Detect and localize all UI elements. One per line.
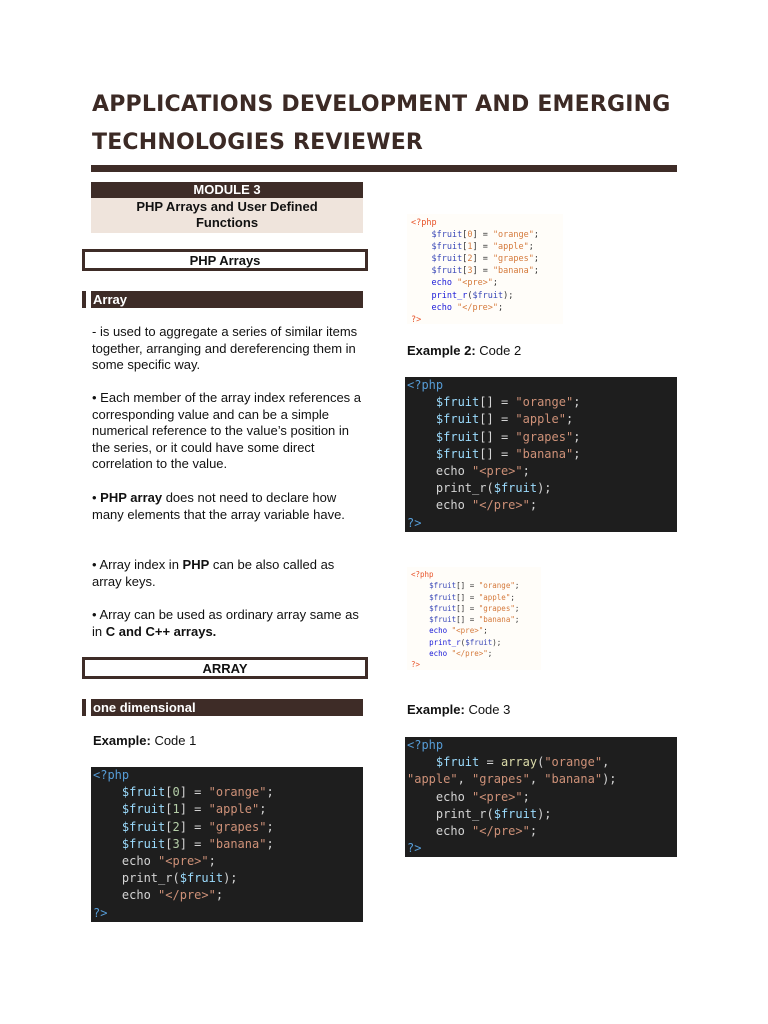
code-echo: echo xyxy=(429,626,448,636)
code-var: $fruit xyxy=(121,802,166,817)
code-string: "banana" xyxy=(492,266,534,277)
array-label: Array xyxy=(93,292,127,307)
code-string: "orange" xyxy=(208,785,267,800)
code-index: 1 xyxy=(467,242,473,253)
caption-code-3 xyxy=(407,702,510,718)
code-string: "apple" xyxy=(407,772,458,787)
code-image-2: <?php $fruit[] = "orange"; $fruit[] = "apple"; $fruit[] = "grapes"; $fruit[] = "banana"; echo "<pre>"; print_r($fruit); echo "</pre>"; ?> xyxy=(407,567,541,670)
code-string: "orange" xyxy=(544,755,603,770)
p3-pre: • xyxy=(92,490,101,505)
document-title xyxy=(92,86,692,162)
code-string: "banana" xyxy=(544,772,603,787)
code-string: "banana" xyxy=(478,615,515,625)
code-echo: echo xyxy=(431,302,452,313)
caption-code-1 xyxy=(93,733,196,749)
code-string: "<pre>" xyxy=(451,626,484,636)
code-index: 0 xyxy=(172,785,180,800)
code-array-fn: array xyxy=(500,755,538,770)
php-close-tag: ?> xyxy=(411,660,421,670)
code-image-1: <?php $fruit[0] = "orange"; $fruit[1] = "apple"; $fruit[2] = "grapes"; $fruit[3] = "banana"; echo "<pre>"; print_r($fruit); echo "</pre>"; ?> xyxy=(407,214,563,324)
paragraph-4 xyxy=(92,557,364,590)
php-open-tag: <?php xyxy=(411,218,437,228)
code-index: 3 xyxy=(172,836,180,851)
title-divider xyxy=(91,165,677,172)
paragraph-1: - is used to aggregate a series of similar items together, arranging and dereferencing them in some specific way. xyxy=(92,324,358,372)
code-block-1: <?php $fruit[0] = "orange"; $fruit[1] = "apple"; $fruit[2] = "grapes"; $fruit[3] = "banana"; echo "<pre>"; print_r($fruit); echo "</pre>"; ?> xyxy=(91,767,363,922)
code-string: "apple" xyxy=(208,802,260,817)
code-2-label: Code 2 xyxy=(479,343,522,358)
php-open-tag: <?php xyxy=(407,738,444,752)
code-var: $fruit xyxy=(429,615,457,625)
code-var: $fruit xyxy=(435,395,480,410)
code-1-label: Code 1 xyxy=(154,733,197,748)
p5-pre: • Array can be used as ordinary array same as in xyxy=(92,607,359,639)
module-subtitle-line-1: PHP Arrays and User Defined xyxy=(136,199,318,214)
code-var: $fruit xyxy=(465,637,493,647)
code-echo: echo xyxy=(431,278,452,289)
code-string: "orange" xyxy=(478,581,515,591)
code-print-r: print_r xyxy=(435,806,487,821)
code-var: $fruit xyxy=(429,603,457,613)
code-string: "grapes" xyxy=(208,819,267,834)
code-index: 2 xyxy=(467,254,473,265)
code-index: 1 xyxy=(172,802,180,817)
code-string: "apple" xyxy=(492,242,529,253)
code-block-3: <?php $fruit = array("orange", "apple", "grapes", "banana"); echo "<pre>"; print_r($fruit); echo "</pre>"; ?> xyxy=(405,737,677,857)
section-array: ARRAY xyxy=(82,657,368,679)
code-string: "</pre>" xyxy=(472,824,530,839)
title-line-2: TECHNOLOGIES REVIEWER xyxy=(92,130,424,155)
code-index: 0 xyxy=(467,230,473,241)
php-close-tag: ?> xyxy=(93,905,108,920)
code-echo: echo xyxy=(435,789,465,804)
code-var: $fruit xyxy=(121,819,166,834)
code-var: $fruit xyxy=(121,785,166,800)
code-var: $fruit xyxy=(435,412,480,427)
php-open-tag: <?php xyxy=(411,570,434,579)
code-string: "grapes" xyxy=(472,772,530,787)
code-echo: echo xyxy=(435,498,465,513)
paragraph-2: • Each member of the array index references a corresponding value and can be a simple numerical reference to the value’s position in the series, or it could have some direct correlation to the value. xyxy=(92,390,362,471)
p5-bold: C and C++ arrays. xyxy=(105,623,217,639)
code-var: $fruit xyxy=(121,836,166,851)
code-var: $fruit xyxy=(435,755,480,770)
example-label: Example: xyxy=(93,733,151,748)
code-string: "<pre>" xyxy=(472,464,523,479)
code-var: $fruit xyxy=(431,230,463,241)
php-close-tag: ?> xyxy=(407,841,422,856)
code-var: $fruit xyxy=(429,592,457,602)
code-string: "grapes" xyxy=(492,254,534,265)
caption-code-2 xyxy=(407,343,521,359)
code-string: "banana" xyxy=(208,836,267,851)
code-var: $fruit xyxy=(431,254,463,265)
p4-bold: PHP xyxy=(182,557,210,572)
code-block-2: <?php $fruit[] = "orange"; $fruit[] = "apple"; $fruit[] = "grapes"; $fruit[] = "banana"; echo "<pre>"; print_r($fruit); echo "</pre>"; ?> xyxy=(405,377,677,532)
one-dimensional-label-bar xyxy=(82,699,363,716)
code-print-r: print_r xyxy=(429,637,461,647)
code-string: "banana" xyxy=(515,446,574,461)
code-echo: echo xyxy=(121,854,151,869)
code-string: "orange" xyxy=(515,395,574,410)
code-index: 3 xyxy=(467,266,473,277)
array-label-bar xyxy=(82,291,363,308)
code-print-r: print_r xyxy=(121,871,173,886)
module-label: MODULE 3 xyxy=(91,182,363,198)
php-open-tag: <?php xyxy=(407,378,444,392)
code-var: $fruit xyxy=(435,446,480,461)
code-string: "<pre>" xyxy=(472,789,523,804)
paragraph-5 xyxy=(92,607,364,640)
code-var: $fruit xyxy=(493,806,538,821)
code-string: "grapes" xyxy=(515,429,574,444)
code-var: $fruit xyxy=(429,581,457,591)
p4-post: can be also called as array keys. xyxy=(92,557,335,589)
code-string: "<pre>" xyxy=(158,854,209,869)
code-var: $fruit xyxy=(431,242,463,253)
code-var: $fruit xyxy=(435,429,480,444)
code-var: $fruit xyxy=(493,481,538,496)
code-string: "apple" xyxy=(478,592,511,602)
code-string: "</pre>" xyxy=(472,498,530,513)
code-index: 2 xyxy=(172,819,180,834)
title-line-1: APPLICATIONS DEVELOPMENT AND EMERGING xyxy=(92,92,671,117)
paragraph-3 xyxy=(92,490,364,523)
code-var: $fruit xyxy=(179,871,224,886)
example-label: Example: xyxy=(407,702,465,717)
php-close-tag: ?> xyxy=(407,515,422,530)
code-echo: echo xyxy=(121,888,151,903)
section-php-arrays: PHP Arrays xyxy=(82,249,368,271)
php-open-tag: <?php xyxy=(93,768,130,782)
code-string: "</pre>" xyxy=(457,302,499,313)
p4-pre: • Array index in xyxy=(92,557,183,572)
code-string: "orange" xyxy=(492,230,534,241)
module-subtitle xyxy=(91,198,363,233)
code-var: $fruit xyxy=(431,266,463,277)
module-subtitle-line-2: Functions xyxy=(195,215,259,230)
one-dimensional-label: one dimensional xyxy=(93,700,196,715)
code-print-r: print_r xyxy=(431,290,468,301)
code-string: "grapes" xyxy=(478,603,515,613)
php-close-tag: ?> xyxy=(411,314,422,324)
label-tick xyxy=(82,699,86,716)
code-var: $fruit xyxy=(472,290,504,301)
code-string: "</pre>" xyxy=(158,888,216,903)
code-string: "<pre>" xyxy=(457,278,493,289)
code-string: "apple" xyxy=(515,412,566,427)
label-fill xyxy=(91,291,363,308)
code-string: "</pre>" xyxy=(451,649,488,659)
code-echo: echo xyxy=(435,824,465,839)
code-3-label: Code 3 xyxy=(468,702,511,717)
example-2-label: Example 2: xyxy=(407,343,476,358)
p3-bold: PHP array xyxy=(100,490,163,505)
code-echo: echo xyxy=(435,464,465,479)
p3-post: does not need to declare how many elements that the array variable have. xyxy=(92,490,345,522)
code-print-r: print_r xyxy=(435,481,487,496)
code-echo: echo xyxy=(429,649,448,659)
label-tick xyxy=(82,291,86,308)
